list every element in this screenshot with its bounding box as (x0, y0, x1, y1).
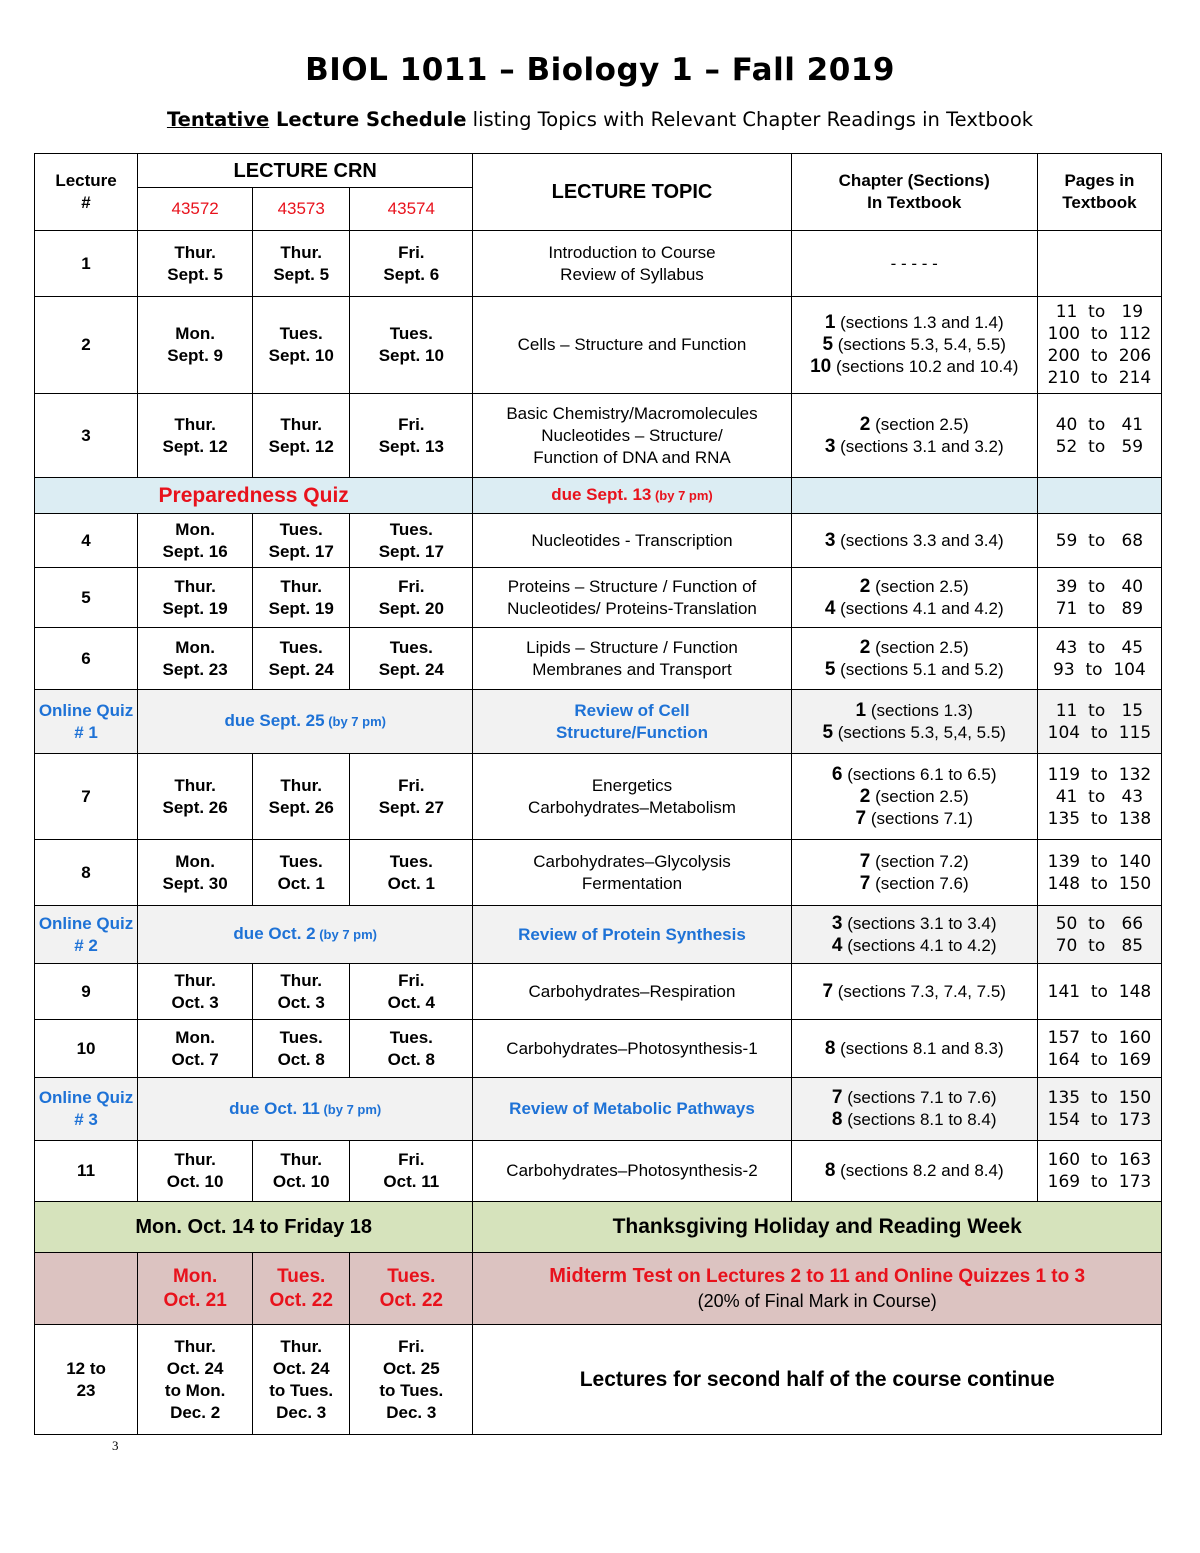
chapter-sections: (sections 3.1 and 3.2) (835, 436, 1004, 456)
lecture-topic: Energetics Carbohydrates–Metabolism (473, 754, 791, 840)
chapter-cell (791, 1141, 1037, 1202)
lecture-date: Tues. Sept. 24 (253, 628, 350, 690)
lecture-row (35, 297, 1162, 394)
lecture-number: 10 (35, 1020, 138, 1078)
lecture-number: 12 to 23 (35, 1325, 138, 1435)
lecture-number: 6 (35, 628, 138, 690)
lecture-date: Tues. Sept. 10 (350, 297, 473, 394)
lecture-row (35, 840, 1162, 906)
chapter-cell (791, 690, 1037, 754)
pages-cell: 139 to 140 148 to 150 (1037, 840, 1161, 906)
lecture-date: Thur. Sept. 26 (253, 754, 350, 840)
lecture-date: Tues. Sept. 17 (350, 514, 473, 568)
preparedness-quiz-due: due Sept. 13 (by 7 pm) (473, 478, 791, 514)
header-pages: Pages in Textbook (1037, 154, 1161, 231)
lecture-row (35, 568, 1162, 628)
chapter-sections: (sections 7.3, 7.4, 7.5) (833, 981, 1006, 1001)
pages-cell: 119 to 132 41 to 43 135 to 138 (1037, 754, 1161, 840)
chapter-sections: (sections 5.3, 5.4, 5.5) (833, 335, 1006, 354)
chapter-sections: (sections 8.2 and 8.4) (835, 1161, 1004, 1180)
chapter-cell (791, 628, 1037, 690)
lecture-date: Fri. Sept. 13 (350, 394, 473, 478)
pages-cell: 11 to 15 104 to 115 (1037, 690, 1161, 754)
midterm-row (35, 1253, 1162, 1325)
chapter-cell (791, 297, 1037, 394)
lecture-date: Mon. Sept. 23 (138, 628, 253, 690)
chapter-number: 2 (859, 575, 871, 597)
chapter-number: 3 (824, 435, 836, 457)
lecture-date: Thur. Sept. 5 (138, 231, 253, 297)
lecture-date: Thur. Oct. 3 (253, 964, 350, 1020)
lecture-date: Mon. Sept. 16 (138, 514, 253, 568)
chapter-sections: (section 7.2) (870, 851, 969, 871)
lecture-topic: Nucleotides - Transcription (473, 514, 791, 568)
chapter-number: 5 (822, 721, 834, 743)
chapter-sections: (sections 5.1 and 5.2) (835, 659, 1004, 679)
chapter-cell (791, 1078, 1037, 1141)
holiday-dates: Mon. Oct. 14 to Friday 18 (35, 1202, 473, 1253)
lecture-row (35, 628, 1162, 690)
lecture-topic: Carbohydrates–Photosynthesis-1 (473, 1020, 791, 1078)
lecture-date: Tues. Sept. 10 (253, 297, 350, 394)
chapter-number: 1 (824, 312, 836, 333)
quiz-label: Online Quiz # 1 (35, 690, 138, 754)
lecture-number: 7 (35, 754, 138, 840)
crn-43573: 43573 (253, 188, 350, 231)
lecture-date: Tues. Sept. 24 (350, 628, 473, 690)
chapter-number: 7 (859, 850, 871, 872)
lecture-date: Fri. Oct. 11 (350, 1141, 473, 1202)
lecture-date: Mon. Sept. 9 (138, 297, 253, 394)
lecture-row (35, 231, 1162, 297)
chapter-sections: (sections 1.3) (866, 700, 973, 720)
lecture-row (35, 754, 1162, 840)
lecture-row (35, 1141, 1162, 1202)
chapter-number: 5 (822, 334, 834, 355)
chapter-sections: (section 2.5) (870, 414, 969, 434)
subtitle-bold: Lecture Schedule (269, 108, 467, 131)
lecture-date: Thur. Sept. 19 (253, 568, 350, 628)
chapter-sections: (sections 6.1 to 6.5) (842, 764, 997, 784)
quiz-row (35, 690, 1162, 754)
lecture-topic: Carbohydrates–Photosynthesis-2 (473, 1141, 791, 1202)
lecture-date: Thur. Sept. 19 (138, 568, 253, 628)
chapter-sections: (sections 3.1 to 3.4) (842, 913, 997, 933)
quiz-label: Online Quiz # 3 (35, 1078, 138, 1141)
lecture-date: Tues. Sept. 17 (253, 514, 350, 568)
chapter-cell (791, 840, 1037, 906)
chapter-number: 1 (855, 699, 867, 721)
subtitle-rest: listing Topics with Relevant Chapter Readings in Textbook (466, 108, 1034, 131)
chapter-number: 2 (859, 785, 871, 807)
chapter-number: 8 (824, 1037, 836, 1059)
chapter-number: 7 (831, 1087, 843, 1108)
quiz-topic: Review of Protein Synthesis (473, 906, 791, 964)
quiz-row (35, 906, 1162, 964)
lecture-date: Thur. Sept. 12 (138, 394, 253, 478)
header-lecture: Lecture # (35, 154, 138, 231)
chapter-cell (791, 568, 1037, 628)
chapter-sections: (sections 5.3, 5,4, 5.5) (833, 722, 1006, 742)
lecture-topic: Carbohydrates–Respiration (473, 964, 791, 1020)
chapter-sections: (sections 7.1) (866, 808, 973, 828)
lecture-number: 9 (35, 964, 138, 1020)
lecture-row (35, 964, 1162, 1020)
lecture-number: 3 (35, 394, 138, 478)
chapter-sections: (section 2.5) (870, 576, 969, 596)
lecture-row (35, 514, 1162, 568)
lecture-date: Fri. Oct. 25 to Tues. Dec. 3 (350, 1325, 473, 1435)
quiz-topic: Review of Metabolic Pathways (473, 1078, 791, 1141)
quiz-due: due Oct. 11 (by 7 pm) (138, 1078, 473, 1141)
chapter-number: 3 (824, 529, 836, 551)
lecture-topic: Cells – Structure and Function (473, 297, 791, 394)
page-title: BIOL 1011 – Biology 1 – Fall 2019 (305, 52, 895, 88)
preparedness-quiz-label: Preparedness Quiz (35, 478, 473, 514)
chapter-sections: (sections 1.3 and 1.4) (835, 313, 1004, 332)
lecture-topic: Lipids – Structure / Function Membranes and Transport (473, 628, 791, 690)
chapter-sections: (sections 3.3 and 3.4) (835, 530, 1004, 550)
chapter-cell (791, 1020, 1037, 1078)
holiday-row (35, 1202, 1162, 1253)
chapter-cell (791, 964, 1037, 1020)
chapter-number: 10 (810, 356, 832, 377)
quiz-row (35, 1078, 1162, 1141)
page-number: 3 (112, 1438, 119, 1453)
lecture-number: 2 (35, 297, 138, 394)
lecture-topic: Introduction to Course Review of Syllabus (473, 231, 791, 297)
schedule-table (34, 153, 1162, 1435)
second-half-row (35, 1325, 1162, 1435)
pages-cell: 59 to 68 (1037, 514, 1161, 568)
lecture-date: Thur. Oct. 24 to Tues. Dec. 3 (253, 1325, 350, 1435)
lecture-topic: Carbohydrates–Glycolysis Fermentation (473, 840, 791, 906)
empty-cell (35, 1253, 138, 1325)
header-lecture-crn: LECTURE CRN (138, 154, 473, 188)
crn-43574: 43574 (350, 188, 473, 231)
chapter-number: 3 (831, 912, 843, 934)
midterm-date: Tues. Oct. 22 (253, 1253, 350, 1325)
midterm-date: Tues. Oct. 22 (350, 1253, 473, 1325)
chapter-number: 8 (831, 1109, 843, 1130)
lecture-date: Tues. Oct. 1 (253, 840, 350, 906)
lecture-date: Fri. Sept. 6 (350, 231, 473, 297)
second-half-label: Lectures for second half of the course continue (473, 1325, 1162, 1435)
lecture-row (35, 394, 1162, 478)
chapter-number: 7 (855, 807, 867, 829)
quiz-due: due Sept. 25 (by 7 pm) (138, 690, 473, 754)
chapter-sections: (sections 8.1 and 8.3) (835, 1038, 1004, 1058)
chapter-number: 6 (831, 763, 843, 785)
lecture-date: Tues. Oct. 8 (253, 1020, 350, 1078)
chapter-number: 2 (859, 413, 871, 435)
pages-cell: 40 to 41 52 to 59 (1037, 394, 1161, 478)
chapter-cell (791, 394, 1037, 478)
quiz-label: Online Quiz # 2 (35, 906, 138, 964)
lecture-row (35, 1020, 1162, 1078)
chapter-number: 8 (824, 1160, 836, 1181)
lecture-date: Fri. Sept. 20 (350, 568, 473, 628)
lecture-date: Thur. Oct. 10 (138, 1141, 253, 1202)
lecture-date: Mon. Oct. 7 (138, 1020, 253, 1078)
lecture-topic: Basic Chemistry/Macromolecules Nucleotides – Structure/ Function of DNA and RNA (473, 394, 791, 478)
pages-cell: 50 to 66 70 to 85 (1037, 906, 1161, 964)
pages-cell: 141 to 148 (1037, 964, 1161, 1020)
lecture-number: 4 (35, 514, 138, 568)
midterm-description: Midterm Test on Lectures 2 to 11 and Online Quizzes 1 to 3 (20% of Final Mark in Course) (473, 1253, 1162, 1325)
pages-cell (1037, 231, 1161, 297)
page-subtitle (0, 108, 1200, 131)
lecture-date: Thur. Sept. 5 (253, 231, 350, 297)
lecture-date: Thur. Oct. 10 (253, 1141, 350, 1202)
chapter-number: 4 (824, 597, 836, 619)
chapter-number: 7 (822, 980, 834, 1002)
lecture-date: Mon. Sept. 30 (138, 840, 253, 906)
header-chapter: Chapter (Sections) In Textbook (791, 154, 1037, 231)
lecture-date: Thur. Sept. 12 (253, 394, 350, 478)
chapter-cell (791, 754, 1037, 840)
chapter-number: 4 (831, 934, 843, 956)
lecture-date: Thur. Oct. 24 to Mon. Dec. 2 (138, 1325, 253, 1435)
preparedness-quiz-row (35, 478, 1162, 514)
empty-cell (791, 478, 1037, 514)
lecture-date: Thur. Oct. 3 (138, 964, 253, 1020)
chapter-placeholder: - - - - - (890, 253, 938, 273)
lecture-number: 5 (35, 568, 138, 628)
lecture-date: Fri. Oct. 4 (350, 964, 473, 1020)
chapter-sections: (section 7.6) (870, 873, 969, 893)
lecture-number: 1 (35, 231, 138, 297)
header-lecture-topic: LECTURE TOPIC (473, 154, 791, 231)
chapter-cell (791, 231, 1037, 297)
pages-cell: 43 to 45 93 to 104 (1037, 628, 1161, 690)
subtitle-tentative: Tentative (166, 108, 270, 131)
chapter-number: 2 (859, 636, 871, 658)
lecture-topic: Proteins – Structure / Function of Nucleotides/ Proteins-Translation (473, 568, 791, 628)
lecture-date: Fri. Sept. 27 (350, 754, 473, 840)
quiz-topic: Review of Cell Structure/Function (473, 690, 791, 754)
chapter-cell (791, 906, 1037, 964)
empty-cell (1037, 478, 1161, 514)
chapter-cell (791, 514, 1037, 568)
chapter-number: 7 (859, 872, 871, 894)
crn-43572: 43572 (138, 188, 253, 231)
pages-cell: 11 to 19 100 to 112 200 to 206 210 to 214 (1037, 297, 1161, 394)
lecture-date: Tues. Oct. 8 (350, 1020, 473, 1078)
chapter-sections: (sections 8.1 to 8.4) (842, 1110, 997, 1129)
lecture-number: 11 (35, 1141, 138, 1202)
chapter-sections: (sections 4.1 to 4.2) (842, 935, 997, 955)
chapter-sections: (sections 4.1 and 4.2) (835, 598, 1004, 618)
lecture-date: Thur. Sept. 26 (138, 754, 253, 840)
holiday-label: Thanksgiving Holiday and Reading Week (473, 1202, 1162, 1253)
lecture-date: Tues. Oct. 1 (350, 840, 473, 906)
midterm-date: Mon. Oct. 21 (138, 1253, 253, 1325)
chapter-number: 5 (824, 658, 836, 680)
pages-cell: 160 to 163 169 to 173 (1037, 1141, 1161, 1202)
lecture-number: 8 (35, 840, 138, 906)
chapter-sections: (sections 10.2 and 10.4) (831, 357, 1019, 376)
pages-cell: 135 to 150 154 to 173 (1037, 1078, 1161, 1141)
header-row-1 (35, 154, 1162, 188)
pages-cell: 39 to 40 71 to 89 (1037, 568, 1161, 628)
quiz-due: due Oct. 2 (by 7 pm) (138, 906, 473, 964)
chapter-sections: (sections 7.1 to 7.6) (842, 1088, 997, 1107)
chapter-sections: (section 2.5) (870, 786, 969, 806)
pages-cell: 157 to 160 164 to 169 (1037, 1020, 1161, 1078)
chapter-sections: (section 2.5) (870, 637, 969, 657)
